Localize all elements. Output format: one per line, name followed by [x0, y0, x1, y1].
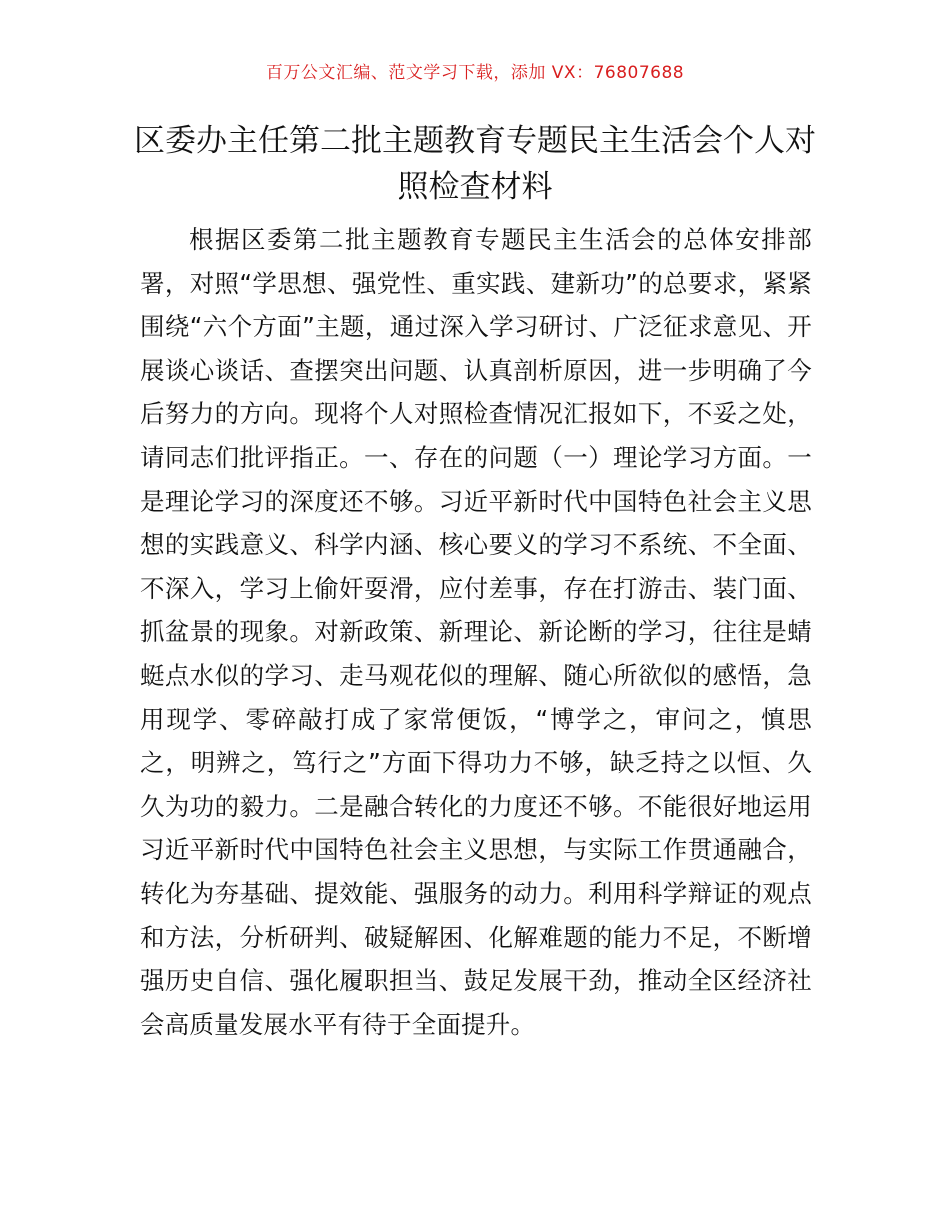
document-body-paragraph: 根据区委第二批主题教育专题民主生活会的总体安排部署，对照“学思想、强党性、重实践、建新功”的总要求，紧紧围绕“六个方面”主题，通过深入学习研讨、广泛征求意见、开展谈心谈话、查摆突出问题、认真剖析原因，进一步明确了今后努力的方向。现将个人对照检查情况汇报如下，不妥之处，请同志们批评指正。一、存在的问题（一）理论学习方面。一是理论学习的深度还不够。习近平新时代中国特色社会主义思想的实践意义、科学内涵、核心要义的学习不系统、不全面、不深入，学习上偷奸耍滑，应付差事，存在打游击、装门面、抓盆景的现象。对新政策、新理论、新论断的学习，往往是蜻蜓点水似的学习、走马观花似的理解、随心所欲似的感悟，急用现学、零碎敲打成了家常便饭，“博学之，审问之，慎思之，明辨之，笃行之”方面下得功力不够，缺乏持之以恒、久久为功的毅力。二是融合转化的力度还不够。不能很好地运用习近平新时代中国特色社会主义思想，与实际工作贯通融合，转化为夯基础、提效能、强服务的动力。利用科学辩证的观点和方法，分析研判、破疑解困、化解难题的能力不足，不断增强历史自信、强化履职担当、鼓足发展干劲，推动全区经济社会高质量发展水平有待于全面提升。: [140, 225, 812, 1039]
document-title: 区委办主任第二批主题教育专题民主生活会个人对照检查材料: [134, 123, 816, 205]
header-banner: 百万公文汇编、范文学习下载，添加 VX：76807688: [265, 63, 685, 83]
